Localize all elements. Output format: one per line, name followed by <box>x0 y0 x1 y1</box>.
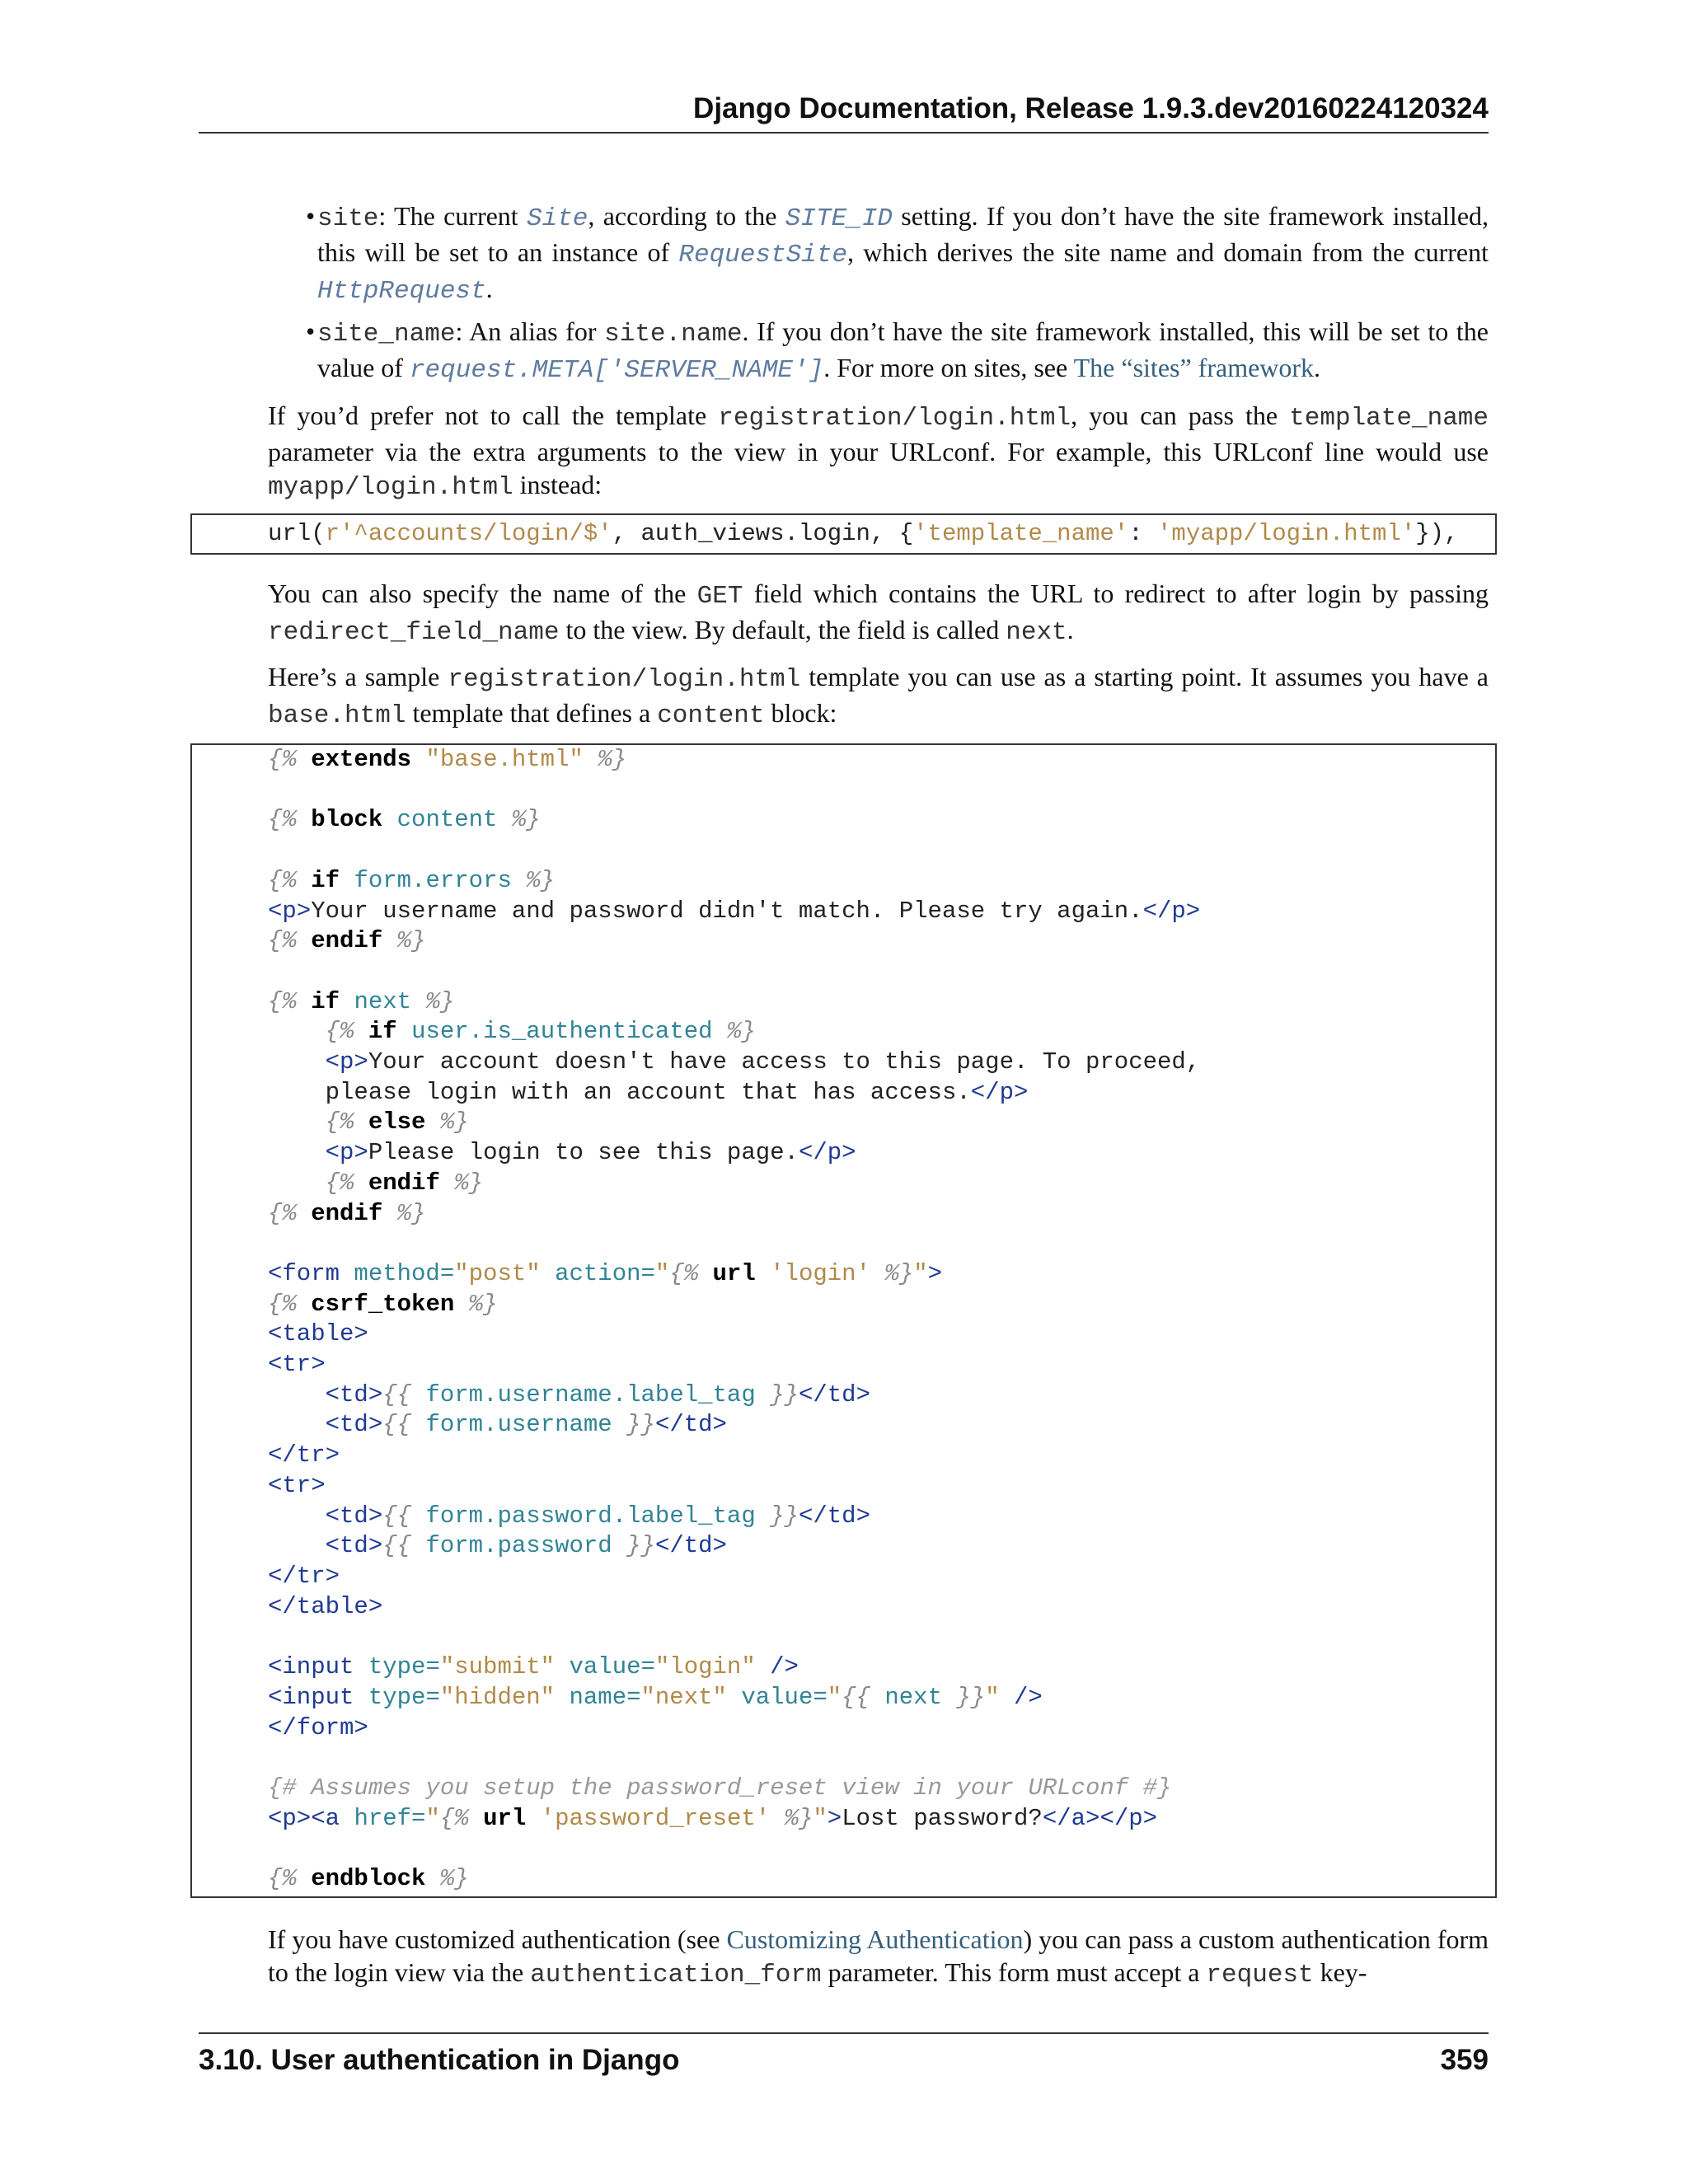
xref-site-id[interactable]: SITE_ID <box>785 204 893 233</box>
bullet-site: • site: The current Site, according to the SITE_ID setting. If you don’t have the site framework installed, this will be set to an instance of RequestSite, which derives the site name and domain from the current HttpRequest. <box>306 201 1489 306</box>
page-footer <box>199 2032 1489 2076</box>
link-customizing-authentication[interactable]: Customizing Authentication <box>726 1924 1024 1954</box>
term-site: site <box>317 204 379 233</box>
paragraph-authentication-form: If you have customized authentication (see Customizing Authentication) you can pass a custom authentication form to the login view via the authentication_form parameter. This form must accept a request key- <box>268 1924 1489 1990</box>
paragraph-redirect-field: You can also specify the name of the GET field which contains the URL to redirect to after login by passing redirect_field_name to the view. By default, the field is called next. <box>268 579 1489 647</box>
term-site-name: site_name <box>317 320 456 349</box>
bullet-dot: • <box>306 201 316 231</box>
code-block-urlconf: url(r'^accounts/login/$', auth_views.login, {'template_name': 'myapp/login.html'}), <box>190 513 1497 555</box>
xref-site[interactable]: Site <box>527 204 588 233</box>
bullet-site-name: • site_name: An alias for site.name. If you don’t have the site framework installed, this will be set to the value of request.META['SERVER_NAME']. For more on sites, see The “sites” framework. <box>306 316 1489 385</box>
footer-page-number: 359 <box>1440 2044 1489 2076</box>
page-header <box>199 91 1489 134</box>
header-title: Django Documentation, Release 1.9.3.dev20160224120324 <box>693 92 1489 124</box>
code-block-login-template: {% extends "base.html" %} {% block content %} {% if form.errors %} <p>Your username and password didn't match. Please try again.</p> {% endif %} {% if next %} {% if user.is_authenticated %} <p>Your account doesn't have access to this page. To proceed, please login with an account that has access.</p> {% else %} <p>Please login to see this page.</p> {% endif %} {% endif %} <form method="post" action="{% url 'login' %}"> {% csrf_token %} <table> <tr> <td>{{ form.username.label_tag }}</td> <td>{{ form.username }}</td> </tr> <tr> <td>{{ form.password.label_tag }}</td> <td>{{ form.password }}</td> </tr> </table> <input type="submit" value="login" /> <input type="hidden" name="next" value="{{ next }}" /> </form> {# Assumes you setup the password_reset view in your URLconf #} <p><a href="{% url 'password_reset' %}">Lost password?</a></p> {% endblock %} <box>190 743 1497 1898</box>
footer-section-title: 3.10. User authentication in Django <box>199 2044 680 2076</box>
paragraph-template-name: If you’d prefer not to call the template registration/login.html, you can pass the template_name parameter via the extra arguments to the view in your URLconf. For example, this URLconf line would use myapp/login.html instead: <box>268 401 1489 502</box>
link-sites-framework[interactable]: The “sites” framework <box>1073 353 1315 382</box>
xref-http-request[interactable]: HttpRequest <box>317 277 486 306</box>
xref-server-name[interactable]: request.META['SERVER_NAME'] <box>409 356 824 385</box>
paragraph-sample-template: Here’s a sample registration/login.html template you can use as a starting point. It assumes you have a base.html template that defines a content block: <box>268 662 1489 730</box>
xref-request-site[interactable]: RequestSite <box>678 241 847 269</box>
bullet-dot: • <box>306 316 316 346</box>
